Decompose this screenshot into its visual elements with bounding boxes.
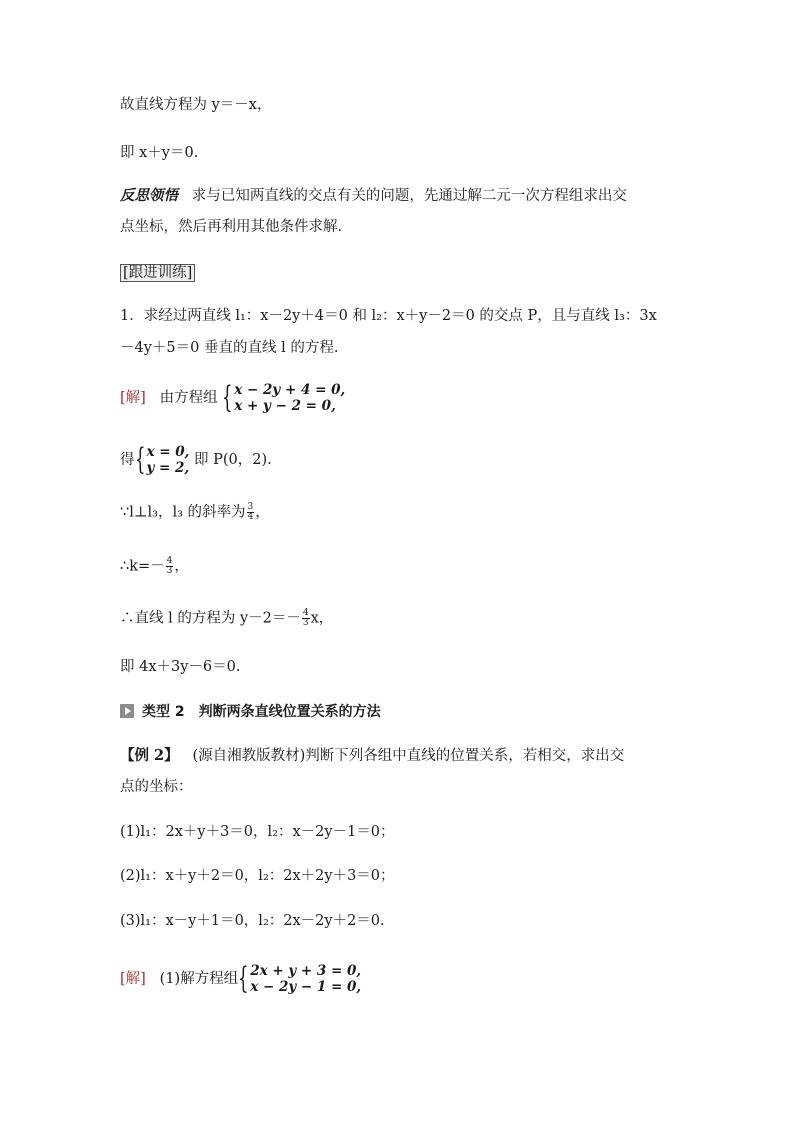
solution-tag: [解] bbox=[120, 971, 146, 987]
solution-intro: 由方程组 bbox=[159, 390, 218, 406]
solution-tag: [解] bbox=[120, 390, 146, 406]
solution-line bbox=[120, 963, 361, 995]
fraction bbox=[247, 503, 255, 522]
solution-line bbox=[120, 557, 189, 576]
answer-line: 即 4x＋3y－6＝0. bbox=[120, 659, 241, 675]
equation-row: 2x + y + 3 = 0, bbox=[250, 963, 362, 979]
text-segment: ， bbox=[174, 558, 189, 575]
text-segment: ∵l⊥l₃，l₃ 的斜率为 bbox=[120, 504, 246, 521]
text-segment: ∴k=－ bbox=[120, 558, 165, 575]
solution-intro: (1)解方程组 bbox=[159, 971, 239, 987]
solution-line bbox=[120, 609, 333, 628]
section-title: 类型 2 判断两条直线位置关系的方法 bbox=[142, 704, 381, 720]
text-segment: ∴直线 l 的方程为 y－2＝－ bbox=[120, 610, 301, 627]
solution-line bbox=[120, 444, 272, 476]
denominator: 3 bbox=[166, 566, 173, 576]
equation-row: y = 2, bbox=[146, 460, 190, 476]
brace-icon: { bbox=[222, 380, 233, 415]
fraction bbox=[302, 609, 310, 628]
problem-line: (3)l₁：x－y＋1＝0，l₂：2x－2y＋2＝0. bbox=[120, 913, 385, 929]
solution-line bbox=[120, 503, 270, 522]
de-label: 得 bbox=[120, 452, 135, 468]
problem-line: (1)l₁：2x＋y＋3＝0，l₂：x－2y－1＝0； bbox=[120, 824, 395, 840]
reflection-text: 求与已知两直线的交点有关的问题，先通过解二元一次方程组求出交 bbox=[191, 188, 627, 204]
equation-row: x + y − 2 = 0, bbox=[234, 398, 336, 414]
practice-heading bbox=[120, 264, 195, 282]
equation-row: x − 2y + 4 = 0, bbox=[234, 382, 346, 398]
text-line: 点坐标，然后再利用其他条件求解. bbox=[120, 219, 343, 235]
text-segment: x， bbox=[310, 610, 334, 627]
example-text: (源自湘教版教材)判断下列各组中直线的位置关系，若相交，求出交 bbox=[192, 748, 625, 764]
question-line: －4y＋5＝0 垂直的直线 l 的方程. bbox=[120, 340, 339, 356]
denominator: 3 bbox=[302, 618, 309, 628]
equation-row: x − 2y − 1 = 0, bbox=[250, 979, 362, 995]
practice-label: [跟进训练] bbox=[120, 264, 195, 282]
numerator: 4 bbox=[166, 556, 173, 566]
brace-icon: { bbox=[238, 961, 249, 996]
reflection-line bbox=[120, 187, 627, 205]
text-line: 故直线方程为 y＝－x， bbox=[120, 97, 272, 113]
text-line: 即 x＋y＝0. bbox=[120, 145, 199, 161]
numerator: 4 bbox=[302, 608, 309, 618]
brace-icon: { bbox=[134, 442, 146, 477]
section-heading bbox=[120, 703, 381, 721]
equation-row: x = 0, bbox=[146, 444, 190, 460]
play-triangle-icon bbox=[120, 704, 134, 718]
denominator: 4 bbox=[247, 512, 254, 522]
equation-system bbox=[238, 963, 361, 995]
example-line bbox=[120, 747, 624, 765]
solution-line bbox=[120, 382, 345, 414]
point-text: 即 P(0，2). bbox=[193, 452, 272, 468]
question-line: 1．求经过两直线 l₁：x－2y＋4＝0 和 l₂：x＋y－2＝0 的交点 P，且与直线 l₃：3x bbox=[120, 308, 657, 324]
problem-line: (2)l₁：x＋y＋2＝0，l₂：2x＋2y＋3＝0； bbox=[120, 868, 395, 884]
fraction bbox=[166, 557, 174, 576]
text-segment: ， bbox=[255, 504, 270, 521]
numerator: 3 bbox=[247, 502, 254, 512]
reflection-label: 反思领悟 bbox=[120, 187, 178, 204]
text-line: 点的坐标： bbox=[120, 779, 193, 795]
equation-system bbox=[135, 444, 190, 476]
equation-system bbox=[222, 382, 345, 414]
example-tag: 【例 2】 bbox=[120, 747, 179, 764]
